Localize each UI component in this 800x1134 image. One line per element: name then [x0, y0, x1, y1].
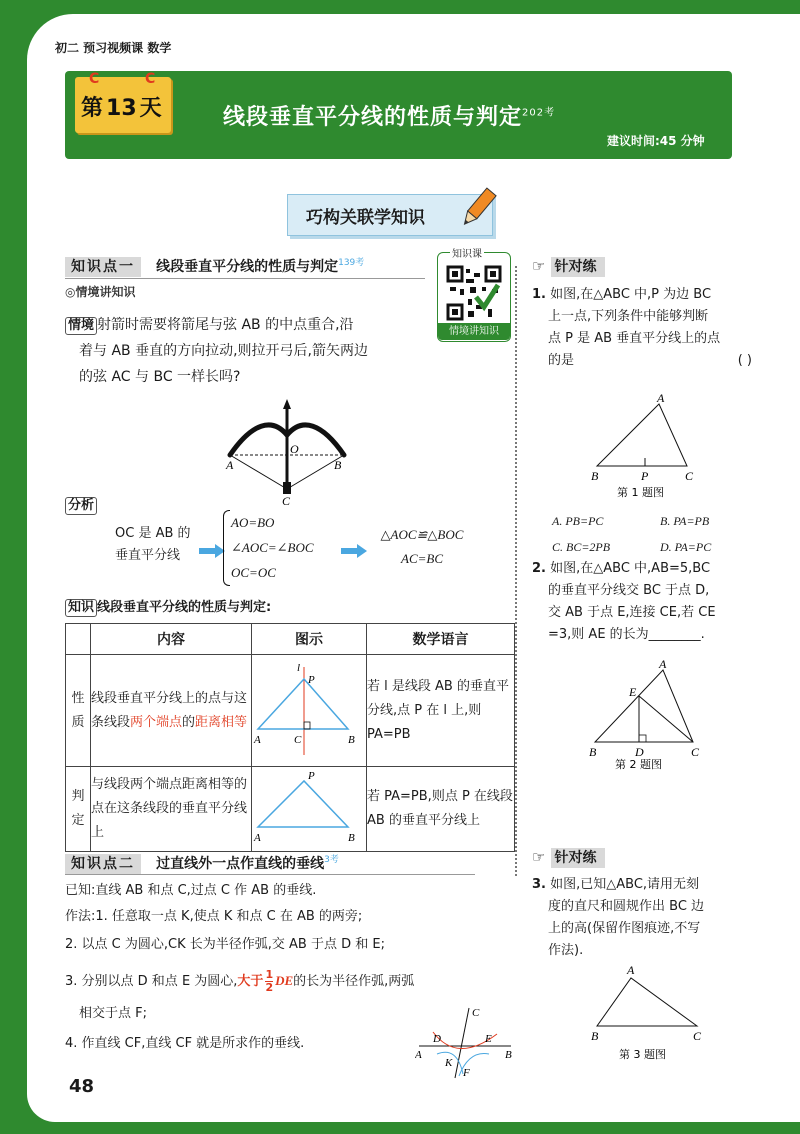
- row-content-red: 两个端点: [130, 714, 183, 730]
- table-row: [66, 767, 515, 852]
- q-text: 点 P 是 AB 垂直平分线上的点: [548, 331, 721, 346]
- fig-label: B: [591, 469, 599, 483]
- bow-label-C: C: [282, 494, 291, 507]
- analysis-left: [115, 523, 191, 567]
- fig-label: K: [445, 1057, 453, 1069]
- fig-label: E: [629, 685, 637, 699]
- fig-label: B: [348, 832, 355, 844]
- fig-label: B: [505, 1049, 512, 1061]
- q-num: 2.: [532, 561, 546, 576]
- scene-line: 的弦 AC 与 BC 一样长吗?: [79, 369, 241, 385]
- row-figure: [252, 767, 367, 852]
- suggest-time: 建议时间:45 分钟: [607, 134, 705, 148]
- fig-label: A: [627, 964, 635, 977]
- q2-figure: [587, 658, 707, 770]
- kp2-step: 作法:1. 任意取一点 K,使点 K 和点 C 在 AB 的两旁;: [65, 909, 363, 924]
- analysis-right-line: △AOC≌△BOC: [380, 527, 464, 542]
- fig-label: P: [308, 673, 315, 686]
- pencil-icon: [456, 185, 500, 231]
- table-header: 内容: [91, 624, 252, 655]
- kp2-title: 过直线外一点作直线的垂线: [156, 856, 325, 873]
- table-row: [66, 655, 515, 767]
- q-text: 交 AB 于点 E,连接 CE,若 CE: [548, 605, 716, 620]
- table-header: 图示: [252, 624, 367, 655]
- q-num: 1.: [532, 287, 546, 302]
- divider: [65, 278, 425, 279]
- kp2-step-red: DE: [275, 973, 294, 988]
- day-badge: [75, 71, 171, 133]
- practice-header-2: [532, 847, 605, 868]
- qr-label-top: 知识课: [450, 245, 484, 260]
- day-suffix: 天: [139, 96, 162, 121]
- brace: [223, 510, 230, 586]
- q-text: 度的直尺和圆规作出 BC 边: [548, 899, 705, 914]
- fig-label: E: [485, 1033, 492, 1045]
- option[interactable]: B. PA=PB: [660, 514, 710, 528]
- divider: [65, 874, 475, 875]
- page-title-ref: 202考: [522, 107, 556, 119]
- page-sheet: [27, 14, 800, 1122]
- kp2-step: 2. 以点 C 为圆心,CK 长为半径作弧,交 AB 于点 D 和 E;: [65, 937, 385, 952]
- page-number: 48: [69, 1076, 95, 1097]
- kp2-ref: 3考: [324, 855, 339, 865]
- q1-options: [552, 508, 752, 560]
- q-text: 如图,在△ABC 中,AB=5,BC: [550, 561, 711, 576]
- q-text: 作法).: [548, 943, 584, 958]
- kp1-ref: 139考: [338, 258, 365, 268]
- arrow-right-icon: [341, 544, 367, 558]
- answer-paren: ( ): [737, 353, 752, 368]
- bow-label-B: B: [334, 458, 342, 472]
- practice-tag: 针对练: [551, 848, 605, 868]
- kp1-title: 线段垂直平分线的性质与判定: [156, 259, 339, 276]
- practice-header: [532, 256, 605, 277]
- fig-label: C: [685, 469, 694, 483]
- fig-caption: 第 3 题图: [619, 1048, 666, 1061]
- knowledge-header: [65, 596, 271, 617]
- analysis-tag: 分析: [65, 497, 97, 515]
- row-side-char: 性: [71, 690, 85, 706]
- row-figure: [252, 655, 367, 767]
- row-content: 与线段两个端点距离相等的点在这条线段的垂直平分线上: [91, 767, 252, 852]
- question-2: [532, 558, 752, 646]
- page-title: [223, 100, 555, 131]
- bow-label-O: O: [290, 442, 299, 456]
- q-text: =3,则 AE 的长为: [548, 627, 649, 642]
- fig-label: A: [415, 1049, 422, 1061]
- day-prefix: 第: [81, 96, 104, 121]
- day-number: 13: [106, 96, 137, 121]
- analysis-right-line: AC=BC: [401, 551, 443, 566]
- row-content-text: 的: [182, 714, 196, 730]
- fig-label: A: [659, 658, 667, 671]
- fig-label: B: [589, 745, 597, 759]
- qr-code-icon[interactable]: [446, 265, 502, 321]
- analysis-left-line: 垂直平分线: [115, 548, 181, 563]
- analysis-mid: [231, 510, 314, 585]
- column-divider: [515, 266, 517, 876]
- fig-label: D: [433, 1033, 441, 1045]
- option[interactable]: C. BC=2PB: [552, 540, 611, 554]
- kp2-given: 已知:直线 AB 和点 C,过点 C 作 AB 的垂线.: [65, 883, 317, 898]
- q1-figure: [587, 392, 707, 502]
- fig-label: C: [693, 1029, 702, 1043]
- q-text: 上一点,下列条件中能够判断: [548, 309, 709, 324]
- q-text: 如图,已知△ABC,请用无刻: [550, 877, 700, 892]
- q-text: 的是: [548, 353, 575, 368]
- hand-point-icon: ☞: [532, 257, 546, 275]
- qr-label-bottom: 情境讲知识: [438, 323, 510, 340]
- table-header-row: [66, 624, 515, 655]
- row-content-text: 线段垂直平分线上的点与这条线段: [91, 690, 248, 730]
- kp2-tag: 知识点二: [65, 854, 141, 874]
- analysis-mid-line: AO=BO: [231, 515, 275, 530]
- kp2-header: [65, 852, 339, 874]
- fig-label: C: [691, 745, 700, 759]
- kp2-step-text: 3. 分别以点 D 和点 E 为圆心,: [65, 974, 238, 989]
- calendar-ring-icon: C: [89, 71, 100, 87]
- fraction-den: 2: [265, 981, 274, 994]
- fig-label: F: [463, 1067, 470, 1079]
- kp2-step: [65, 966, 515, 997]
- fig-label: D: [635, 745, 644, 759]
- kp2-step: 相交于点 F;: [79, 1006, 147, 1021]
- row-side-char: 判: [71, 789, 85, 804]
- analysis-right: [367, 523, 477, 571]
- analysis-left-line: OC 是 AB 的: [115, 526, 191, 541]
- option[interactable]: A. PB=PC: [552, 514, 604, 528]
- knowledge-table: [65, 623, 515, 852]
- answer-blank[interactable]: ________.: [648, 627, 705, 642]
- analysis-tag-wrap: [65, 494, 97, 515]
- fig-label: l: [297, 661, 301, 674]
- perp-bisector-figure: [252, 659, 366, 759]
- row-side: [66, 767, 91, 852]
- arrow-right-icon: [199, 544, 225, 558]
- scene-line: 着与 AB 垂直的方向拉动,则拉开弓后,箭矢两边: [79, 343, 368, 359]
- kp2-step-text: 的长为半径作弧,两弧: [293, 974, 415, 989]
- row-side: [66, 655, 91, 767]
- q-num: 3.: [532, 877, 546, 892]
- series-label: 初二 预习视频课 数学: [55, 41, 172, 55]
- practice-tag: 针对练: [551, 257, 605, 277]
- analysis-mid-line: ∠AOC=∠BOC: [231, 540, 314, 555]
- fig-label: A: [254, 733, 261, 746]
- knowledge-title: 线段垂直平分线的性质与判定:: [97, 600, 272, 615]
- row-content: [91, 655, 252, 767]
- kp1-tag: 知识点一: [65, 257, 141, 277]
- question-1: [532, 284, 752, 372]
- scene-block: [65, 312, 445, 390]
- q-text: 上的高(保留作图痕迹,不写: [548, 921, 701, 936]
- row-content-red: 距离相等: [195, 714, 248, 730]
- fig-caption: 第 2 题图: [615, 758, 662, 770]
- row-side-char: 定: [71, 813, 85, 828]
- calendar-ring-icon: C: [145, 71, 156, 87]
- bow-label-A: A: [226, 458, 234, 472]
- scene-tag: 情境: [65, 317, 97, 335]
- knowledge-tag: 知识: [65, 599, 97, 617]
- fig-label: A: [254, 832, 261, 844]
- q-text: 如图,在△ABC 中,P 为边 BC: [550, 287, 712, 302]
- q3-figure: [587, 964, 707, 1074]
- qr-block: [437, 249, 511, 342]
- equidistant-figure: [252, 767, 366, 847]
- fig-label: B: [348, 733, 355, 746]
- kp1-sub: ◎情境讲知识: [65, 285, 136, 299]
- scene-line: 射箭时需要将箭尾与弦 AB 的中点重合,沿: [97, 317, 354, 333]
- fig-label: C: [294, 733, 302, 746]
- row-math: 若 l 是线段 AB 的垂直平分线,点 P 在 l 上,则 PA=PB: [367, 655, 515, 767]
- construction-figure: [415, 1004, 515, 1084]
- fraction-num: 1: [265, 968, 274, 981]
- table-header: 数学语言: [367, 624, 515, 655]
- section-banner: [287, 194, 493, 236]
- fig-label: A: [657, 392, 665, 405]
- hand-point-icon: ☞: [532, 848, 546, 866]
- kp1-header: [65, 255, 364, 277]
- fig-label: C: [472, 1007, 480, 1019]
- question-3: [532, 874, 752, 962]
- analysis-mid-line: OC=OC: [231, 565, 276, 580]
- kp2-step: 4. 作直线 CF,直线 CF 就是所求作的垂线.: [65, 1036, 305, 1051]
- row-math: 若 PA=PB,则点 P 在线段 AB 的垂直平分线上: [367, 767, 515, 852]
- kp2-step-red: 大于: [237, 974, 264, 989]
- bow-figure: [222, 397, 352, 507]
- row-side-char: 质: [71, 714, 85, 730]
- page-title-text: 线段垂直平分线的性质与判定: [223, 105, 523, 130]
- fraction: [265, 969, 273, 994]
- fig-label: B: [591, 1029, 599, 1043]
- option[interactable]: D. PA=PC: [660, 540, 712, 554]
- q-text: 的垂直平分线交 BC 于点 D,: [548, 583, 710, 598]
- fig-label: P: [641, 469, 649, 483]
- fig-caption: 第 1 题图: [617, 486, 664, 499]
- fig-label: P: [308, 770, 315, 782]
- section-banner-text: 巧构关联学知识: [306, 208, 425, 228]
